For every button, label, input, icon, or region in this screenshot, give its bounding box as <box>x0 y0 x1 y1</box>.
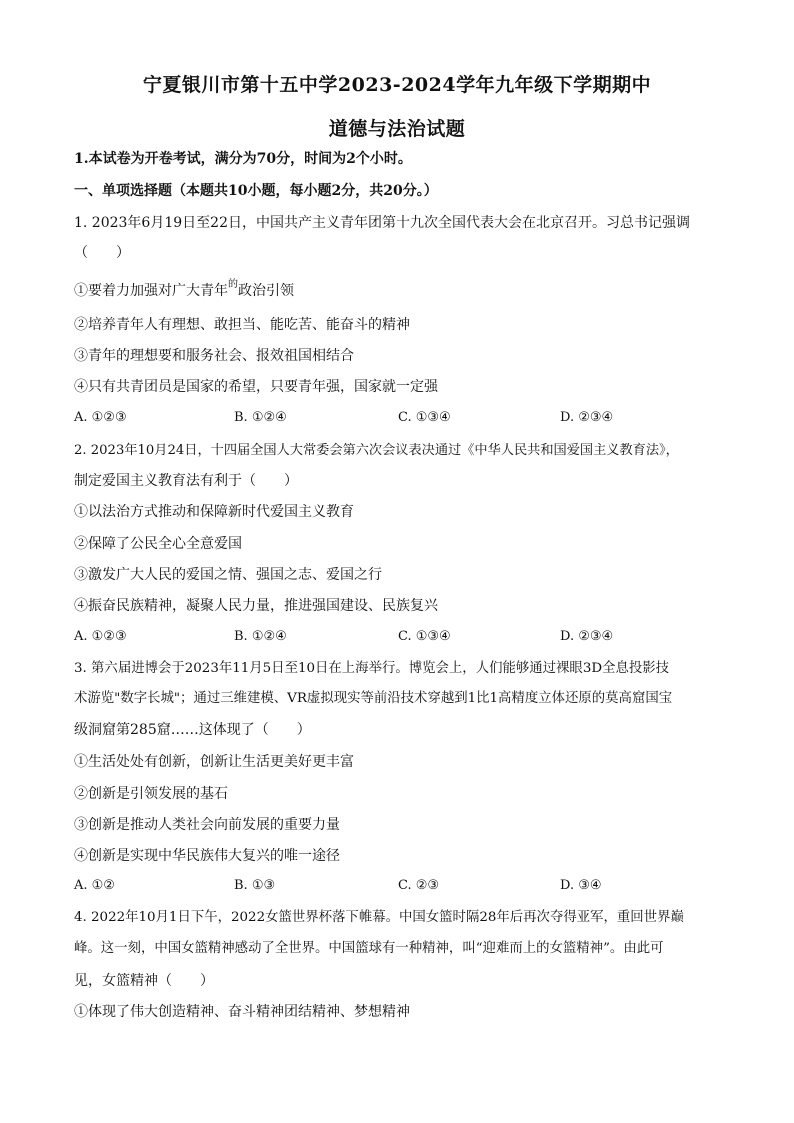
q4-stem-line3: 见，女篮精神（ ） <box>74 973 214 989</box>
q3-option-c[interactable]: C. ②③ <box>398 878 440 893</box>
q1-statement-1-part1: ①要着力加强对广大青年 <box>74 283 228 299</box>
q1-option-b[interactable]: B. ①②④ <box>234 410 287 425</box>
q1-statement-1 <box>74 279 294 302</box>
q3-statement-2: ②创新是引领发展的基石 <box>74 786 228 802</box>
q2-option-b[interactable]: B. ①②④ <box>234 629 287 644</box>
q2-stem-line2: 制定爱国主义教育法有利于（ ） <box>74 473 298 489</box>
q1-option-d[interactable]: D. ②③④ <box>560 410 614 425</box>
q3-statement-3: ③创新是推动人类社会向前发展的重要力量 <box>74 817 340 833</box>
q2-stem-line1: 2. 2023年10月24日，十四届全国人大常委会第六次会议表决通过《中华人民共和国爱国主义教育法》， <box>74 443 679 458</box>
q3-stem-line1: 3. 第六届进博会于2023年11月5日至10日在上海举行。博览会上，人们能够通过裸眼3D全息投影技 <box>74 661 670 676</box>
q1-statement-1-part2: 政治引领 <box>238 283 294 299</box>
q1-option-c[interactable]: C. ①③④ <box>398 410 451 425</box>
q2-statement-2: ②保障了公民全心全意爱国 <box>74 536 242 552</box>
q3-option-a[interactable]: A. ①② <box>74 878 115 893</box>
q1-stem-line2: （ ） <box>74 245 130 261</box>
q2-option-c[interactable]: C. ①③④ <box>398 629 451 644</box>
q3-option-b[interactable]: B. ①③ <box>234 878 276 893</box>
exam-title-line1: 宁夏银川市第十五中学2023-2024学年九年级下学期期中 <box>142 74 652 96</box>
exam-title-line2: 道德与法治试题 <box>328 118 466 140</box>
q2-statement-4: ④振奋民族精神，凝聚人民力量，推进强国建设、民族复兴 <box>74 598 438 614</box>
q3-statement-4: ④创新是实现中华民族伟大复兴的唯一途径 <box>74 848 340 864</box>
q3-options <box>74 878 634 896</box>
q1-statement-4: ④只有共青团员是国家的希望，只要青年强，国家就一定强 <box>74 379 438 395</box>
q3-statement-1: ①生活处处有创新，创新让生活更美好更丰富 <box>74 754 354 770</box>
q2-option-a[interactable]: A. ①②③ <box>74 629 127 644</box>
q3-option-d[interactable]: D. ③④ <box>560 878 602 893</box>
q1-statement-2: ②培养青年人有理想、敢担当、能吃苦、能奋斗的精神 <box>74 317 410 333</box>
q2-statement-3: ③激发广大人民的爱国之情、强国之志、爱国之行 <box>74 567 382 583</box>
q1-stem-line1: 1. 2023年6月19日至22日，中国共产主义青年团第十九次全国代表大会在北京召开。习总书记强调 <box>74 215 690 231</box>
q4-stem-line1: 4. 2022年10月1日下午，2022女篮世界杯落下帷幕。中国女篮时隔28年后再次夺得亚军，重回世界巅 <box>74 910 684 925</box>
q1-option-a[interactable]: A. ①②③ <box>74 410 127 425</box>
q2-option-d[interactable]: D. ②③④ <box>560 629 614 644</box>
q3-stem-line3: 级洞窟第285窟……这体现了（ ） <box>74 722 311 738</box>
q4-statement-1: ①体现了伟大创造精神、奋斗精神团结精神、梦想精神 <box>74 1004 410 1020</box>
q1-options <box>74 410 634 428</box>
exam-notice: 1.本试卷为开卷考试，满分为70分，时间为2个小时。 <box>74 151 412 167</box>
q2-options <box>74 629 634 647</box>
q3-stem-line2: 术游览"数字长城"；通过三维建模、VR虚拟现实等前沿技术穿越到1比1高精度立体还原的莫高窟国宝 <box>74 691 673 706</box>
q1-statement-1-sup: 的 <box>228 279 238 290</box>
q4-stem-line2: 峰。这一刻，中国女篮精神感动了全世界。中国篮球有一种精神，叫“迎难而上的女篮精神”。由此可 <box>74 941 664 956</box>
section-heading: 一、单项选择题（本题共10小题，每小题2分，共20分。） <box>74 183 438 199</box>
q2-statement-1: ①以法治方式推动和保障新时代爱国主义教育 <box>74 504 354 520</box>
q1-statement-3: ③青年的理想要和服务社会、报效祖国相结合 <box>74 348 354 364</box>
